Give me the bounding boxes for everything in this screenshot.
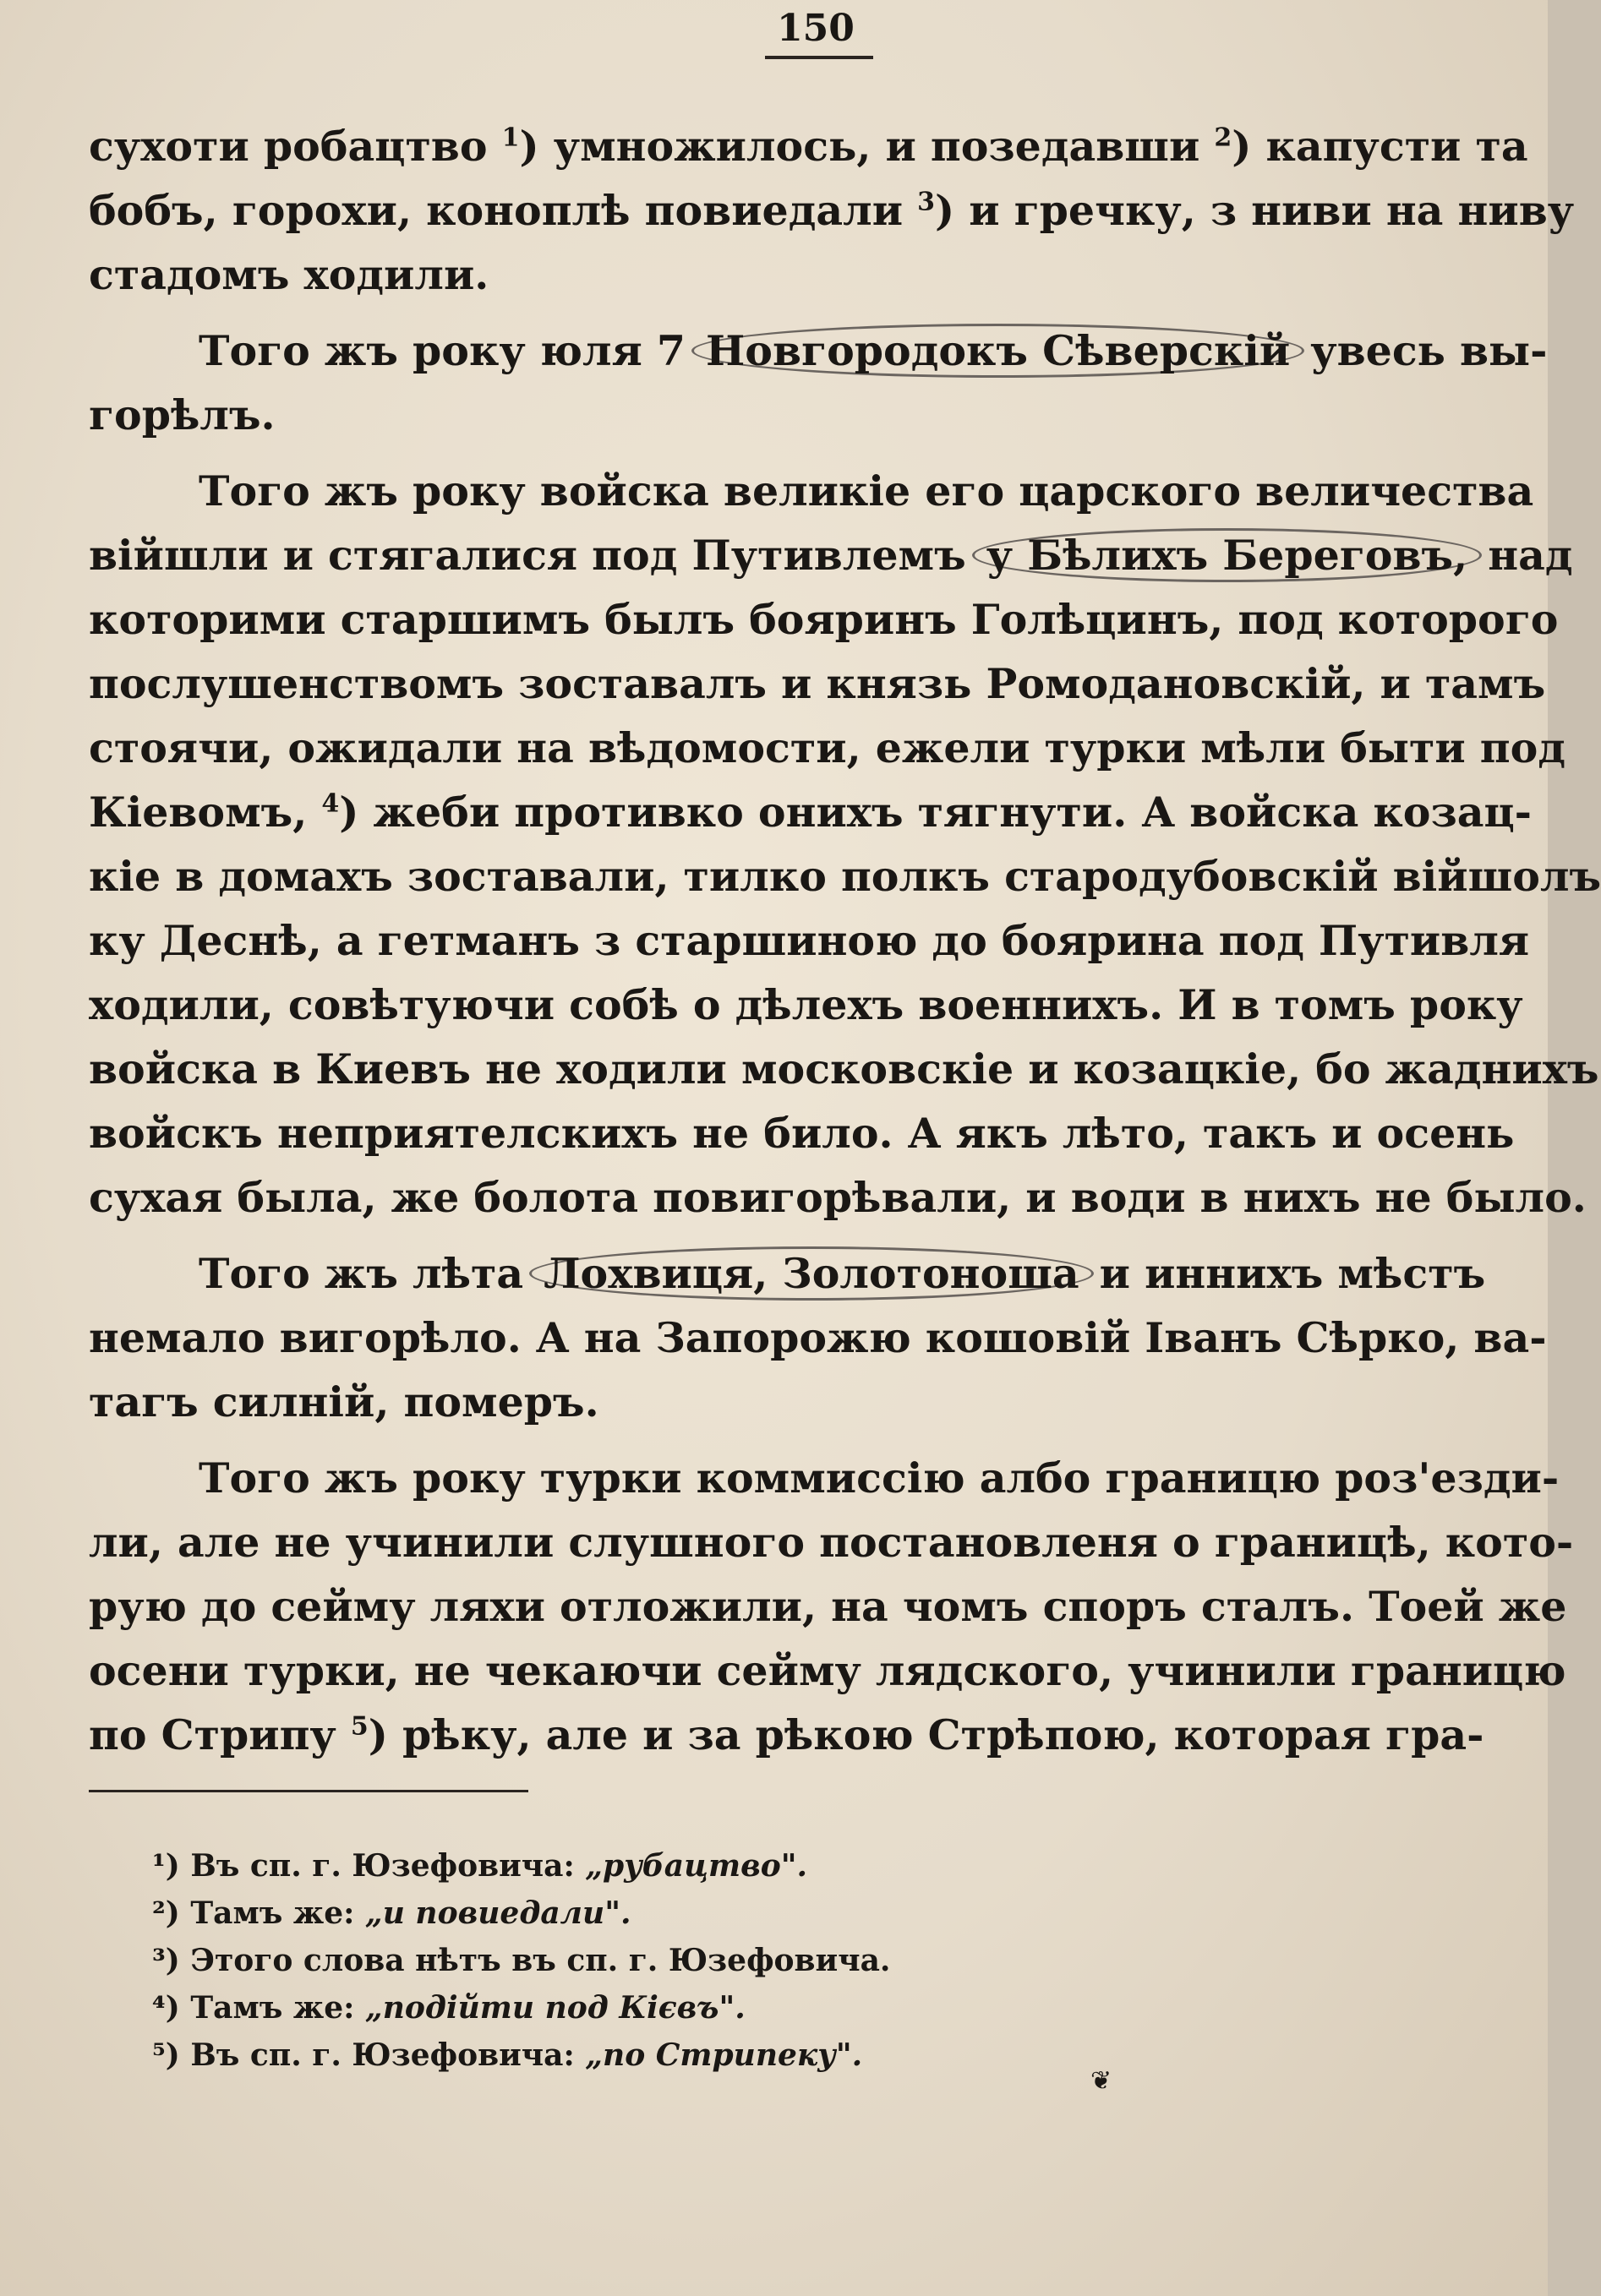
paragraph-1 xyxy=(89,114,1575,307)
text-line: стоячи, ожидали на вѣдомости, ежели турки мѣли быти под xyxy=(89,723,1565,772)
footnote-4: ⁴) Тамъ же: „подійти под Кієвъ". xyxy=(152,1990,746,2026)
text-line: немало вигорѣло. А на Запорожю кошовій Іванъ Сѣрко, ва- xyxy=(89,1313,1547,1362)
page-number-rule xyxy=(765,56,873,59)
text-line: которими старшимъ былъ бояринъ Голѣцинъ, под которого xyxy=(89,595,1559,644)
text-line: войскъ неприятелскихъ не било. А якъ лѣто, такъ и осень xyxy=(89,1109,1515,1158)
footnote-2: ²) Тамъ же: „и повиедали". xyxy=(152,1895,631,1931)
text-line: сухоти робацтво $^1$) умножилось, и позедавши $^2$) капусти та xyxy=(89,122,1528,171)
text-line: ку Деснѣ, а гетманъ з старшиною до боярина под Путивля xyxy=(89,916,1530,965)
body-text xyxy=(89,114,1601,1779)
footnote-rule xyxy=(89,1790,528,1792)
text-line: ходили, совѣтуючи собѣ о дѣлехъ военнихъ. И в томъ року xyxy=(89,980,1523,1029)
text-line: Того жъ року войска великіе его царского величества xyxy=(199,466,1534,515)
text-line: Того жъ лѣта Лохвиця, Золотоноша и иннихъ мѣстъ xyxy=(89,1241,1517,1306)
footnotes xyxy=(152,1842,1251,2079)
text-line: горѣлъ. xyxy=(89,390,276,439)
text-line: послушенствомъ зоставалъ и князь Ромодановскій, и тамъ xyxy=(89,659,1546,708)
footnote-1: ¹) Въ сп. г. Юзефовича: „рубацтво". xyxy=(152,1848,808,1884)
footnote-3: ³) Этого слова нѣтъ въ сп. г. Юзефовича. xyxy=(152,1943,891,1978)
pencil-circled-text: у Бѣлихъ Береговъ, xyxy=(972,528,1482,582)
text-line: войска в Киевъ не ходили московскіе и козацкіе, бо жаднихъ xyxy=(89,1044,1599,1093)
text-line: сухая была, же болота повигорѣвали, и води в нихъ не было. xyxy=(89,1173,1587,1222)
text-line: Кіевомъ, $^4$) жеби противко онихъ тягнути. А войска козац- xyxy=(89,788,1533,837)
text-line: осени турки, не чекаючи сейму лядского, учинили границю xyxy=(89,1646,1566,1695)
text-line: стадомъ ходили. xyxy=(89,250,489,299)
ornament-icon: ❦ xyxy=(1090,2066,1112,2096)
pencil-circled-text: Лохвиця, Золотоноша xyxy=(529,1246,1093,1301)
footnote-5: ⁵) Въ сп. г. Юзефовича: „по Стрипеку". xyxy=(152,2037,863,2073)
pencil-circled-text: Новгородокъ Сѣверскій xyxy=(691,324,1304,378)
text-line: рую до сейму ляхи отложили, на чомъ споръ сталъ. Тоей же xyxy=(89,1582,1567,1631)
text-line: бобъ, горохи, коноплѣ повиедали $^3$) и гречку, з ниви на ниву xyxy=(89,186,1575,235)
text-line: Того жъ року юля 7 Новгородокъ Сѣверскій увесь вы- xyxy=(89,319,1517,383)
text-line: по Стрипу $^5$) рѣку, але и за рѣкою Стрѣпою, которая гра- xyxy=(89,1710,1484,1759)
paragraph-3 xyxy=(89,459,1601,1230)
text-line: Того жъ року турки коммиссію албо границю роз'езди- xyxy=(199,1453,1560,1502)
paragraph-4 xyxy=(89,1241,1547,1434)
paragraph-2 xyxy=(89,319,1548,447)
paragraph-5 xyxy=(89,1446,1574,1767)
page-number: 150 xyxy=(777,7,855,50)
text-line: ли, але не учинили слушного постановленя о границѣ, кото- xyxy=(89,1518,1574,1567)
text-line: тагъ силній, померъ. xyxy=(89,1377,599,1426)
text-line: кіе в домахъ зоставали, тилко полкъ стародубовскій війшолъ xyxy=(89,852,1601,901)
text-line: війшли и стягалися под Путивлемъ у Бѣлихъ Береговъ, над xyxy=(89,523,1517,587)
